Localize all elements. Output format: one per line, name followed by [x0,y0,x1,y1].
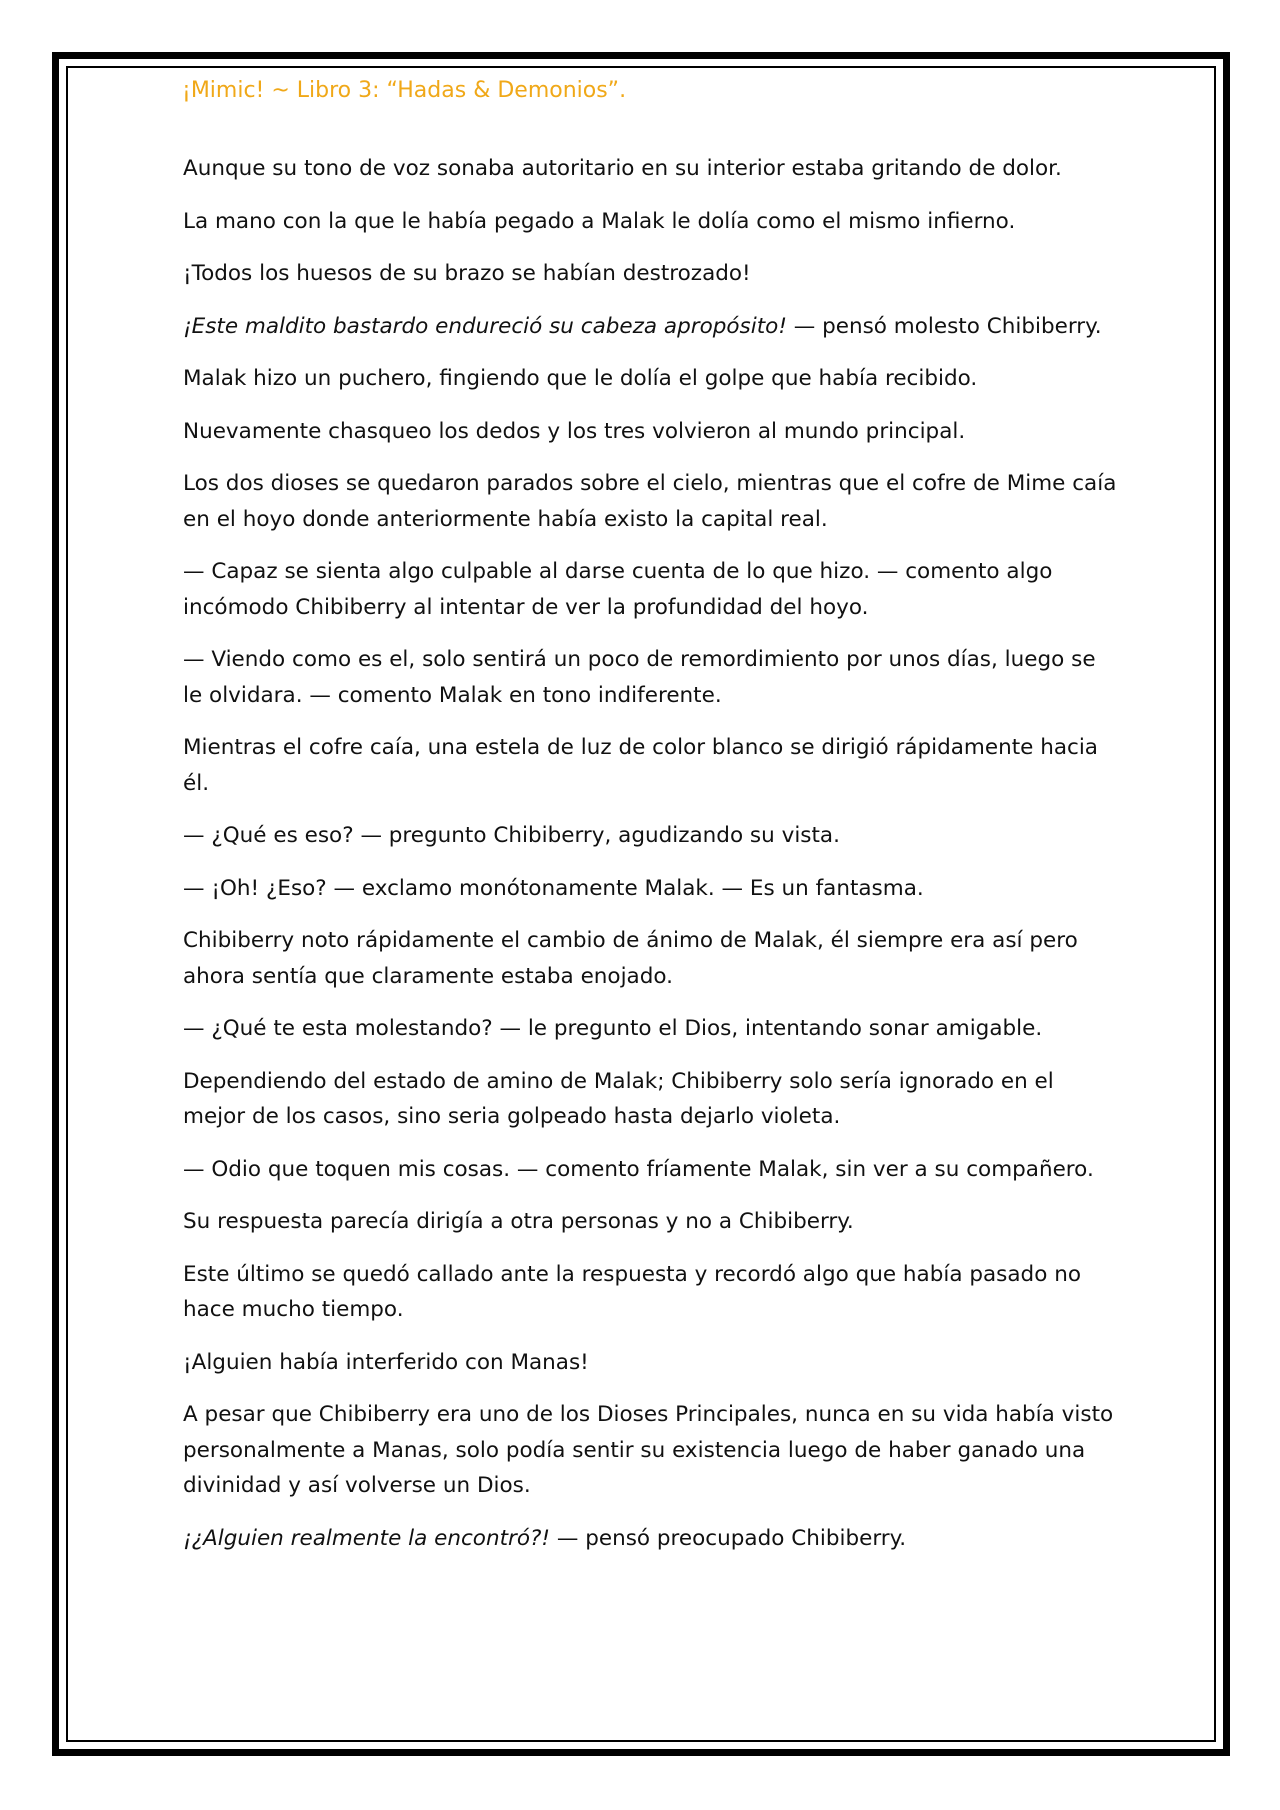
paragraph: — Capaz se sienta algo culpable al darse cuenta de lo que hizo. — comento algo incómodo Chibiberry al intentar de ver la profundidad del hoyo. [183,559,1053,620]
paragraph: Mientras el cofre caía, una estela de luz de color blanco se dirigió rápidamente hacia él. [183,735,1098,796]
paragraph: Chibiberry noto rápidamente el cambio de ánimo de Malak, él siempre era así pero ahora sentía que claramente estaba enojado. [183,928,1078,989]
paragraph: Dependiendo del estado de amino de Malak; Chibiberry solo sería ignorado en el mejor de los casos, sino seria golpeado hasta dejarlo violeta. [183,1068,1054,1129]
paragraph: Este último se quedó callado ante la respuesta y recordó algo que había pasado no hace mucho tiempo. [183,1261,1081,1322]
inner-thought: ¡Este maldito bastardo endureció su cabeza apropósito! [183,313,787,339]
paragraph: Aunque su tono de voz sonaba autoritario en su interior estaba gritando de dolor. [183,156,1062,181]
paragraph: — ¿Qué es eso? — pregunto Chibiberry, agudizando su vista. [183,823,840,848]
paragraph: ¡Alguien había interferido con Manas! [183,1349,589,1375]
paragraph: — Viendo como es el, solo sentirá un poco de remordimiento por unos días, luego se le olvidara. — comento Malak en tono indiferente. [183,647,1096,708]
body-text [183,151,1118,1573]
paragraph: ¡Todos los huesos de su brazo se habían destrozado! [183,261,751,286]
running-header: ¡Mimic! ~ Libro 3: “Hadas & Demonios”. [182,78,627,103]
paragraph: Su respuesta parecía dirigía a otra personas y no a Chibiberry. [183,1209,854,1234]
paragraph: Los dos dioses se quedaron parados sobre el cielo, mientras que el cofre de Mime caía en el hoyo donde anteriormente había existo la capital real. [183,471,1117,532]
paragraph: Nuevamente chasqueo los dedos y los tres volvieron al mundo principal. [183,418,966,444]
paragraph: ¡¿Alguien realmente la encontró?! — pensó preocupado Chibiberry. [183,1525,907,1551]
paragraph: A pesar que Chibiberry era uno de los Dioses Principales, nunca en su vida había visto personalmente a Manas, solo podía sentir su existencia luego de haber ganado una divinidad y así volverse un Dios. [183,1402,1114,1498]
paragraph: ¡Este maldito bastardo endureció su cabeza apropósito! — pensó molesto Chibiberry. [183,313,1102,339]
paragraph: Malak hizo un puchero, fingiendo que le dolía el golpe que había recibido. [183,366,978,391]
paragraph: — ¿Qué te esta molestando? — le pregunto el Dios, intentando sonar amigable. [183,1016,1043,1041]
paragraph: — ¡Oh! ¿Eso? — exclamo monótonamente Malak. — Es un fantasma. [183,875,924,901]
paragraph: La mano con la que le había pegado a Malak le dolía como el mismo infierno. [183,208,1016,234]
inner-thought: ¡¿Alguien realmente la encontró?! [183,1525,551,1551]
paragraph: — Odio que toquen mis cosas. — comento fríamente Malak, sin ver a su compañero. [183,1156,1094,1182]
